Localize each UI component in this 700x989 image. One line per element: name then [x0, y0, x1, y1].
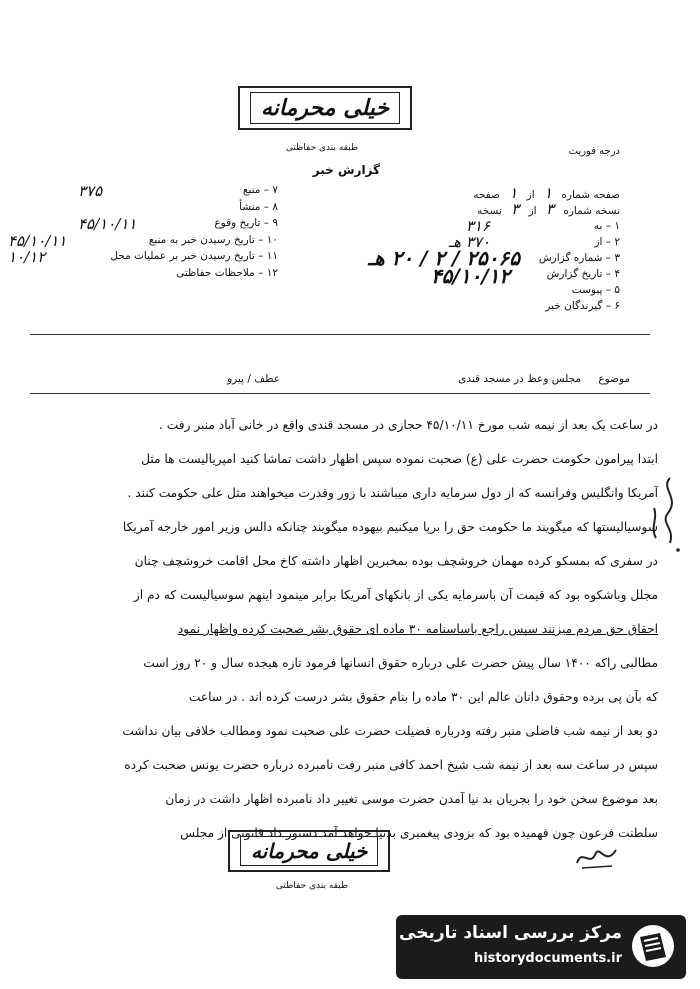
priority-label: درجه فوریت: [568, 146, 620, 157]
left-field-row: [18, 201, 278, 218]
copy-total-value: ۳: [511, 200, 520, 218]
report-title: گزارش خبر: [312, 163, 380, 177]
body-line: ابتدا پیرامون حکومت حضرت علی (ع) صحبت نموده سپس اظهار داشت تماشا کنید امپریالیست ها مثل: [141, 452, 658, 466]
right-field-label: ۴ – تاریخ گزارش: [546, 268, 620, 280]
right-field-row: [320, 284, 620, 300]
right-field-value: ۳۷۰ هـ: [448, 233, 490, 251]
right-field-value: ۲۵۰۶۵ / ۲ / ۲۰ هـ: [368, 246, 520, 270]
right-field-value: ۴۵/۱۰/۱۲: [430, 264, 510, 288]
body-line: آمریکا وانگلیس وفرانسه که از دول سرمایه داری میباشند با زور وقدرت میخواهند مثل علی حکومت کنند .: [127, 486, 658, 500]
body-line: در سفری که بمسکو کرده مهمان خروشچف بوده بمخبرین اظهار داشته کاخ محل اقامت خروشچف چنان: [134, 554, 658, 568]
page-number-value: ۱: [543, 184, 553, 202]
left-field-label: ۸ – منشأ: [239, 200, 278, 213]
page-copy-header: [390, 184, 620, 216]
body-line: سوسیالیستها که میگویند ما حکومت حق را برپا میکنیم بیهوده میگویند چنانکه دالس وزیر امور خارجه آمریکا: [122, 520, 658, 534]
left-field-label: ۷ – منبع: [242, 184, 278, 196]
signature: [572, 838, 622, 874]
body-line: سپس در ساعت سه بعد از نیمه شب شیخ احمد کافی منبر رفت نامبرده درباره حضرت یونس صحبت کرده: [124, 758, 658, 772]
right-fields: [320, 217, 620, 316]
top-stamp-label: طبقه بندی حفاظتی: [285, 143, 359, 153]
left-field-label: ۱۰ – تاریخ رسیدن خبر به منبع: [148, 233, 278, 246]
bottom-stamp-text: خیلی محرمانه: [240, 836, 378, 866]
copy-word-label: نسخه: [477, 205, 502, 217]
eval-label: عطف / پیرو: [227, 373, 280, 385]
left-field-row: [8, 231, 278, 251]
page-number-row: [390, 184, 620, 200]
page-total-value: ۱: [509, 184, 518, 202]
left-field-value: ۴۵/۱۰/۱۱: [8, 231, 67, 250]
top-classification-stamp: [238, 86, 412, 130]
page-word-label: صفحه: [473, 189, 500, 201]
subject-text: مجلس وعظ در مسجد قندی: [458, 373, 581, 385]
right-field-label: ۳ – شماره گزارش: [538, 252, 620, 264]
watermark-site: historydocuments.ir: [473, 951, 622, 966]
archive-watermark: [396, 915, 686, 979]
bottom-classification-stamp: [228, 830, 390, 872]
left-field-row: [18, 184, 278, 201]
report-body: [43, 418, 658, 860]
body-line: مجلل وباشکوه بود که قیمت آن باسرمایه یکی از بانکهای آمریکا برابر مینمود اینهم سوسیالیست که دم از: [133, 588, 658, 602]
copy-number-label: نسخه شماره: [563, 205, 620, 217]
right-field-label: ۶ – گیرندگان خبر: [545, 300, 620, 312]
left-field-value: ۴۵/۱۰/۱۱: [78, 215, 137, 233]
left-field-row: [8, 248, 278, 267]
copy-number-row: [390, 200, 620, 216]
right-field-value: ۳۱۶: [465, 217, 490, 235]
left-field-value: ۱۰/۱۲: [8, 248, 46, 266]
subject-label: موضوع: [598, 373, 630, 385]
body-line: مطالبی راکه ۱۴۰۰ سال پیش حضرت علی درباره حقوق انسانها فرمود تازه هیجده سال و ۲۰ روز است: [143, 656, 658, 670]
copy-number-value: ۳: [545, 200, 554, 218]
watermark-title: مرکز بررسی اسناد تاریخی: [399, 923, 622, 943]
left-field-row: [18, 267, 278, 284]
body-line: دو بعد از نیمه شب فاضلی منبر رفته ودرباره فضیلت حضرت علی صحبت نمود ومطالب خلافی بیان نداشت: [122, 724, 658, 738]
copy-of-label: از: [528, 205, 537, 217]
margin-handwriting: [640, 468, 690, 558]
body-line: احقاق حق مردم میزنند سپس راجع باساسنامه ۳۰ ماده ای حقوق بشر صحبت کرده واظهار نمود: [177, 622, 658, 636]
page-of-label: از: [526, 189, 535, 201]
subject-divider: [30, 393, 650, 394]
header-divider: [30, 334, 650, 335]
right-field-row: [320, 264, 620, 288]
left-fields: [8, 182, 278, 283]
body-line: بعد موضوع سخن خود را بجریان بد نیا آمدن حضرت موسی تغییر داد نامبرده اظهار داشت در زمان: [165, 792, 658, 806]
body-line: که بآن پی برده وحقوق دانان عالم این ۳۰ ماده را بنام حقوق بشر درست کرده اند . در ساعت: [188, 690, 658, 704]
body-line: در ساعت یک بعد از نیمه شب مورخ ۴۵/۱۰/۱۱ حجازی در مسجد قندی واقع در خانی آباد منبر رفت .: [159, 418, 658, 432]
page-number-label: صفحه شماره: [561, 189, 620, 201]
subject-row: [300, 373, 630, 385]
left-field-value: ۳۷۵: [78, 182, 103, 200]
top-stamp-text: خیلی محرمانه: [250, 92, 400, 124]
right-field-label: ۲ – از: [594, 236, 620, 248]
right-field-label: ۱ – به: [593, 220, 620, 232]
right-field-label: ۵ – پیوست: [571, 284, 620, 296]
body-line: سلطنت فرعون چون فهمیده بود که بزودی پیغمبری بدنیا خواهد آمد دستور داد قانونی از مجلس: [180, 826, 658, 840]
bottom-stamp-label: طبقه بندی حفاظتی: [275, 881, 349, 891]
archive-logo-icon: [630, 923, 676, 969]
left-field-label: ۹ – تاریخ وقوع: [214, 217, 278, 229]
left-field-label: ۱۱ – تاریخ رسیدن خبر بر عملیات محل: [110, 250, 278, 262]
left-field-label: ۱۲ – ملاحظات حفاظتی: [176, 266, 278, 279]
right-field-row: [320, 300, 620, 316]
